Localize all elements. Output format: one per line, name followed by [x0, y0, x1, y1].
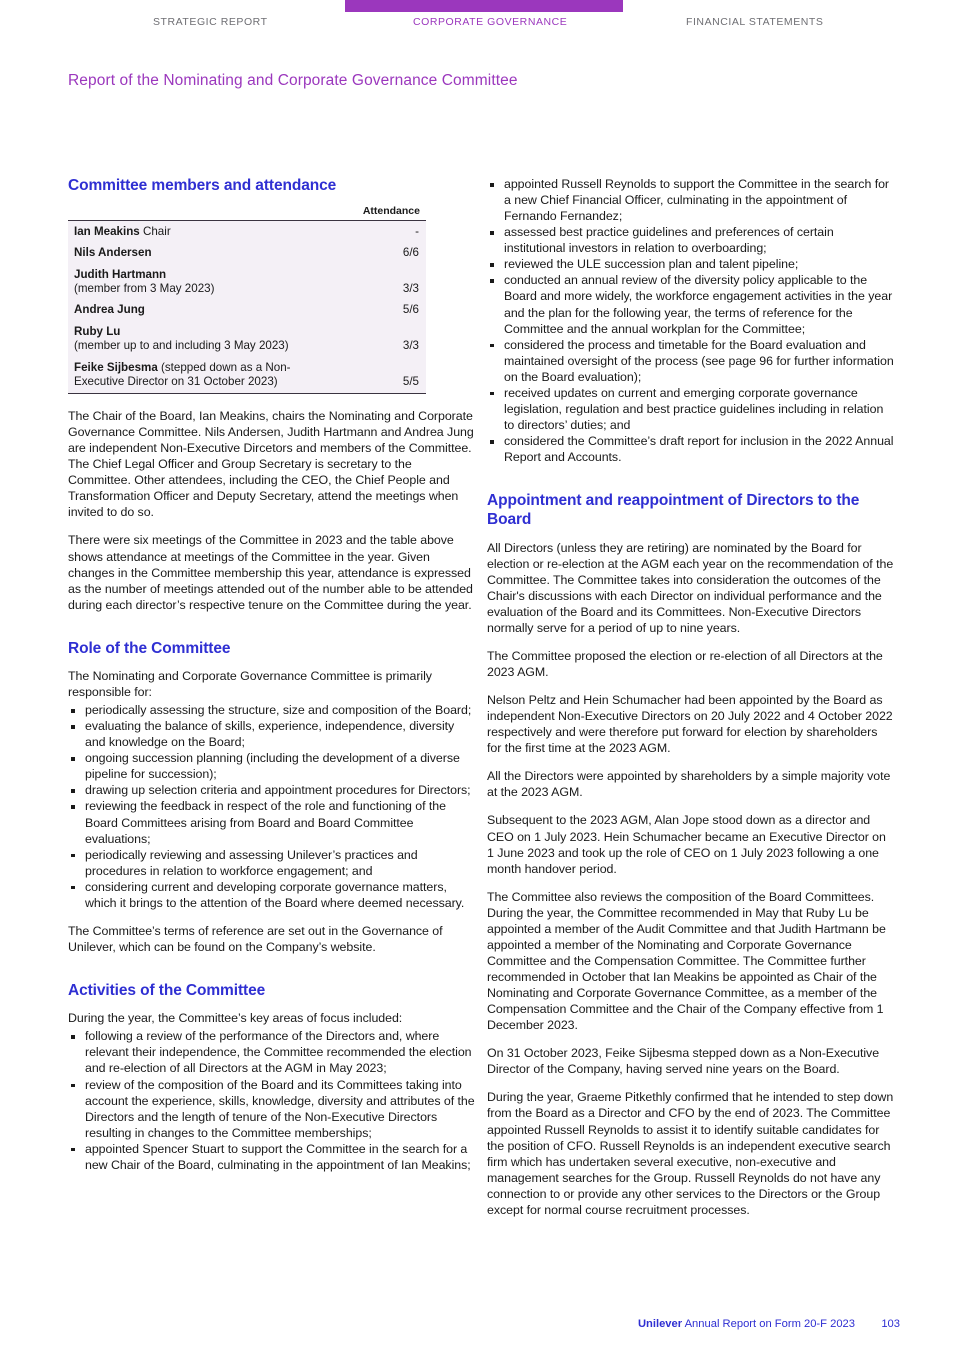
- member-name-cell: [68, 221, 392, 243]
- heading-role-of-committee: Role of the Committee: [68, 639, 231, 657]
- member-note: (member up to and including 3 May 2023): [74, 339, 289, 353]
- attendance-table-wrapper: [68, 205, 426, 394]
- paragraph-majority-vote: All the Directors were appointed by shareholders by a simple majority vote at the 2023 AGM.: [487, 769, 891, 800]
- list-item: ongoing succession planning (including the development of a diverse pipeline for succession);: [68, 750, 475, 782]
- list-item: reviewing the feedback in respect of the role and functioning of the Board Committees arising from Board and Board Committee evaluations;: [68, 798, 475, 846]
- paragraph-chair: The Chair of the Board, Ian Meakins, chairs the Nominating and Corporate Governance Committee. Nils Andersen, Judith Hartmann and Andrea Jung are independent Non-Executive Dircetors and members of the Committee. The Chief Legal Officer and Group Secretary is secretary to the Committee. Other attendees, including the CEO, the Chief People and Transformation Officer and Deputy Secretary, attend the meetings when invited to do so.: [68, 409, 474, 520]
- member-note: (member from 3 May 2023): [74, 281, 215, 295]
- attendance-column-header: Attendance: [362, 205, 420, 218]
- member-role: (stepped down as a Non-: [157, 360, 291, 374]
- table-row: [68, 264, 426, 300]
- left-column: [68, 176, 475, 1185]
- paragraph-nomination: All Directors (unless they are retiring) are nominated by the Board for election or re-election at the AGM each year on the recommendation of the Committee. The Committee takes into consideration the outcomes of the Chair's discussions with each Director on individual performance and the evaluation of the Board and its Committees. Non-Executive Directors normally serve for a period of up to nine years.: [487, 540, 894, 635]
- member-name-cell: [68, 300, 392, 321]
- attendance-value: -: [415, 224, 419, 238]
- heading-activities-of-committee: Activities of the Committee: [68, 982, 266, 1000]
- attendance-value: 3/3: [402, 339, 419, 353]
- list-item: considered the Committee’s draft report for inclusion in the 2022 Annual Report and Accounts.: [487, 433, 894, 465]
- attendance-value: 5/6: [402, 303, 419, 317]
- paragraph-peltz-schumacher: Nelson Peltz and Hein Schumacher had been appointed by the Board as independent Non-Executive Directors on 20 July 2022 and 4 October 2022 respectively and were therefore put forward for election by shareholders for the first time at the 2023 AGM.: [487, 693, 893, 756]
- role-bullet-list: [68, 702, 475, 911]
- table-row: [68, 243, 426, 264]
- list-item: periodically reviewing and assessing Unilever’s practices and procedures in relation to workforce engagement; and: [68, 847, 475, 879]
- role-intro: The Nominating and Corporate Governance Committee is primarily responsible for:: [68, 668, 432, 700]
- member-note: Executive Director on 31 October 2023): [74, 375, 278, 389]
- right-column: [487, 176, 894, 1230]
- table-row: [68, 357, 426, 393]
- member-name-cell: [68, 243, 392, 264]
- list-item: drawing up selection criteria and appointment procedures for Directors;: [68, 782, 475, 798]
- member-name: Nils Andersen: [74, 246, 152, 260]
- attendance-value: 5/5: [402, 375, 419, 389]
- list-item: received updates on current and emerging corporate governance legislation, regulation and best practice guidelines including in relation to directors’ duties; and: [487, 385, 894, 433]
- list-item: appointed Russell Reynolds to support the Committee in the search for a new Chief Financial Officer, culminating in the appointment of Fernando Fernandez;: [487, 176, 894, 224]
- activities-intro: During the year, the Committee’s key areas of focus included:: [68, 1011, 403, 1026]
- list-item: review of the composition of the Board and its Committees taking into account the experience, skills, knowledge, diversity and attributes of the Directors and the length of tenure of the Non-Executive Directors resulting in changes to the Committee memberships;: [68, 1077, 475, 1141]
- member-name: Ian Meakins: [74, 224, 140, 238]
- paragraph-terms-of-reference: The Committee’s terms of reference are set out in the Governance of Unilever, which can be found on the Company’s website.: [68, 923, 443, 954]
- member-name-cell: [68, 321, 392, 357]
- page-title: Report of the Nominating and Corporate Governance Committee: [68, 72, 518, 89]
- paragraph-meetings: There were six meetings of the Committee in 2023 and the table above shows attendance at meetings of the Committee in the year. Given changes in the Committee membership this year, attendance is expressed as the number of meetings attended out of the number able to be attended during each director’s respective tenure on the Committee during the year.: [68, 533, 473, 612]
- member-name: Ruby Lu: [74, 324, 121, 338]
- attendance-value: 3/3: [402, 281, 419, 295]
- member-name: Feike Sijbesma: [74, 360, 158, 374]
- list-item: reviewed the ULE succession plan and talent pipeline;: [487, 256, 894, 272]
- member-name-cell: [68, 264, 392, 300]
- paragraph-pitkethly-cfo-search: During the year, Graeme Pitkethly confirmed that he intended to step down from the Board as a Director and CFO by the end of 2023. The Committee appointed Russell Reynolds to assist it to identify suitable candidates for the position of CFO. Russell Reynolds is an independent executive search firm which has undertaken several executive, non-executive and management searches for the Group. Russell Reynolds do not have any connection to or provide any other services to the Directors or the Group except for normal course recruitment processes.: [487, 1090, 894, 1217]
- list-item: following a review of the performance of the Directors and, where relevant their independence, the Committee recommended the election and re-election of all Directors at the AGM in May 2023;: [68, 1028, 475, 1076]
- footer-page-number: 103: [881, 1318, 900, 1330]
- table-row: [68, 221, 426, 243]
- paragraph-sijbesma: On 31 October 2023, Feike Sijbesma stepped down as a Non-Executive Director of the Company, having served nine years on the Board.: [487, 1046, 880, 1077]
- list-item: periodically assessing the structure, size and composition of the Board;: [68, 702, 475, 718]
- paragraph-jope-schumacher: Subsequent to the 2023 AGM, Alan Jope stood down as a director and CEO on 1 July 2023. Hein Schumacher became an Executive Director on 1 June 2023 and took up the role of CEO on 1 July 2023 following a one month handover period.: [487, 813, 886, 876]
- footer-report-title: [638, 1318, 855, 1330]
- heading-appointment-reappointment: Appointment and reappointment of Directors to the Board: [487, 492, 860, 529]
- page-footer: [0, 1318, 968, 1338]
- activities-bullet-list: [68, 1028, 475, 1173]
- list-item: evaluating the balance of skills, experience, independence, diversity and knowledge on the Board;: [68, 718, 475, 750]
- list-item: appointed Spencer Stuart to support the Committee in the search for a new Chair of the Board, culminating in the appointment of Ian Meakins;: [68, 1141, 475, 1173]
- list-item: considering current and developing corporate governance matters, which it brings to the attention of the Board where deemed necessary.: [68, 879, 475, 911]
- paragraph-proposed-election: The Committee proposed the election or re-election of all Directors at the 2023 AGM.: [487, 648, 883, 679]
- attendance-table: [68, 220, 426, 394]
- table-row: [68, 300, 426, 321]
- member-name: Andrea Jung: [74, 303, 145, 317]
- nav-item-corporate-governance[interactable]: CORPORATE GOVERNANCE: [413, 16, 568, 28]
- member-role: Chair: [142, 224, 171, 238]
- list-item: considered the process and timetable for the Board evaluation and maintained oversight of the process (see page 96 for further information on the Board evaluation);: [487, 337, 894, 385]
- attendance-value: 6/6: [402, 246, 419, 260]
- list-item: assessed best practice guidelines and preferences of certain institutional investors in relation to overboarding;: [487, 224, 894, 256]
- nav-item-financial-statements[interactable]: FINANCIAL STATEMENTS: [686, 16, 824, 28]
- table-row: [68, 321, 426, 357]
- footer-brand: Unilever: [637, 1318, 683, 1330]
- activities-bullet-list-continued: [487, 176, 894, 465]
- list-item: conducted an annual review of the diversity policy applicable to the Board and more widely, the workforce engagement activities in the year and the plan for the following year, the terms of reference for the Committee and the annual workplan for the Committee;: [487, 272, 894, 336]
- active-section-indicator: [345, 0, 623, 12]
- member-name: Judith Hartmann: [74, 267, 167, 281]
- footer-subtitle: Annual Report on Form 20-F 2023: [682, 1318, 855, 1330]
- member-name-cell: [68, 357, 392, 393]
- heading-committee-members: Committee members and attendance: [68, 177, 337, 194]
- nav-item-strategic-report[interactable]: STRATEGIC REPORT: [153, 16, 268, 28]
- top-navigation: [0, 0, 968, 40]
- paragraph-board-committee-composition: The Committee also reviews the composition of the Board Committees. During the year, the Committee recommended in May that Ruby Lu be appointed a member of the Audit Committee and that Judith Hartmann be appointed a member of the Nominating and Corporate Governance Committee and the Compensation Committee. The Committee further recommended in October that Ian Meakins be appointed as Chair of the Nominating and Corporate Governance Committee, as a member of the Compensation Committee and the Chair of the Company effective from 1 December 2023.: [487, 889, 886, 1033]
